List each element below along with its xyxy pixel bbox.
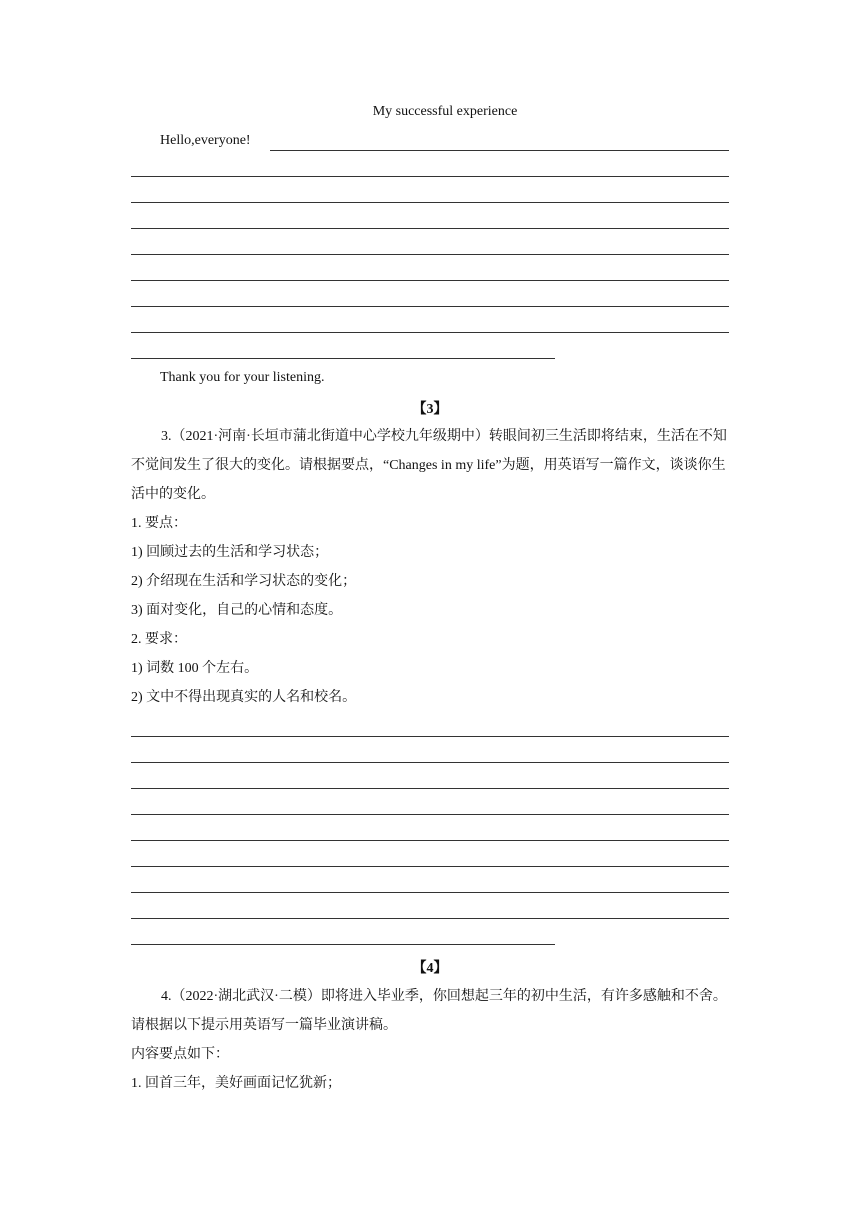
writing-line	[131, 736, 729, 737]
writing-line	[131, 202, 729, 203]
requirement-item: 1. 回首三年，美好画面记忆犹新；	[131, 1076, 341, 1091]
question-prompt: 4.（2022·湖北武汉·二模）即将进入毕业季，你回想起三年的初中生活，有许多感触和不舍。请根据以下提示用英语写一篇毕业演讲稿。	[131, 989, 727, 1033]
writing-line	[131, 944, 555, 945]
requirement-item: 1) 回顾过去的生活和学习状态；	[131, 545, 329, 560]
requirement-item: 1) 词数 100 个左右。	[131, 661, 259, 676]
writing-line	[131, 306, 729, 307]
essay-closing: Thank you for your listening.	[160, 370, 325, 385]
writing-line	[131, 762, 729, 763]
requirement-item: 2) 文中不得出现真实的人名和校名。	[131, 690, 357, 705]
writing-line	[131, 176, 729, 177]
writing-line	[131, 280, 729, 281]
requirement-item: 1. 要点：	[131, 516, 187, 531]
writing-line	[131, 358, 555, 359]
requirement-item: 3) 面对变化，自己的心情和态度。	[131, 603, 343, 618]
writing-line	[131, 866, 729, 867]
requirement-item: 2) 介绍现在生活和学习状态的变化；	[131, 574, 357, 589]
writing-line	[131, 254, 729, 255]
section-heading: 【3】	[412, 402, 448, 417]
essay-opening: Hello,everyone!	[160, 133, 251, 148]
writing-line	[270, 150, 729, 151]
writing-line	[131, 788, 729, 789]
writing-line	[131, 840, 729, 841]
essay-title: My successful experience	[372, 104, 518, 119]
writing-line	[131, 332, 729, 333]
requirement-item: 2. 要求：	[131, 632, 187, 647]
writing-line	[131, 918, 729, 919]
question-prompt: 3.（2021·河南·长垣市蒲北街道中心学校九年级期中）转眼间初三生活即将结束，生活在不知不觉间发生了很大的变化。请根据要点，“Changes in my life”为题，用英语写一篇作文，谈谈你生活中的变化。	[131, 429, 727, 502]
requirement-item: 内容要点如下：	[131, 1047, 229, 1062]
writing-line	[131, 892, 729, 893]
writing-line	[131, 814, 729, 815]
section-heading: 【4】	[412, 961, 448, 976]
writing-line	[131, 228, 729, 229]
